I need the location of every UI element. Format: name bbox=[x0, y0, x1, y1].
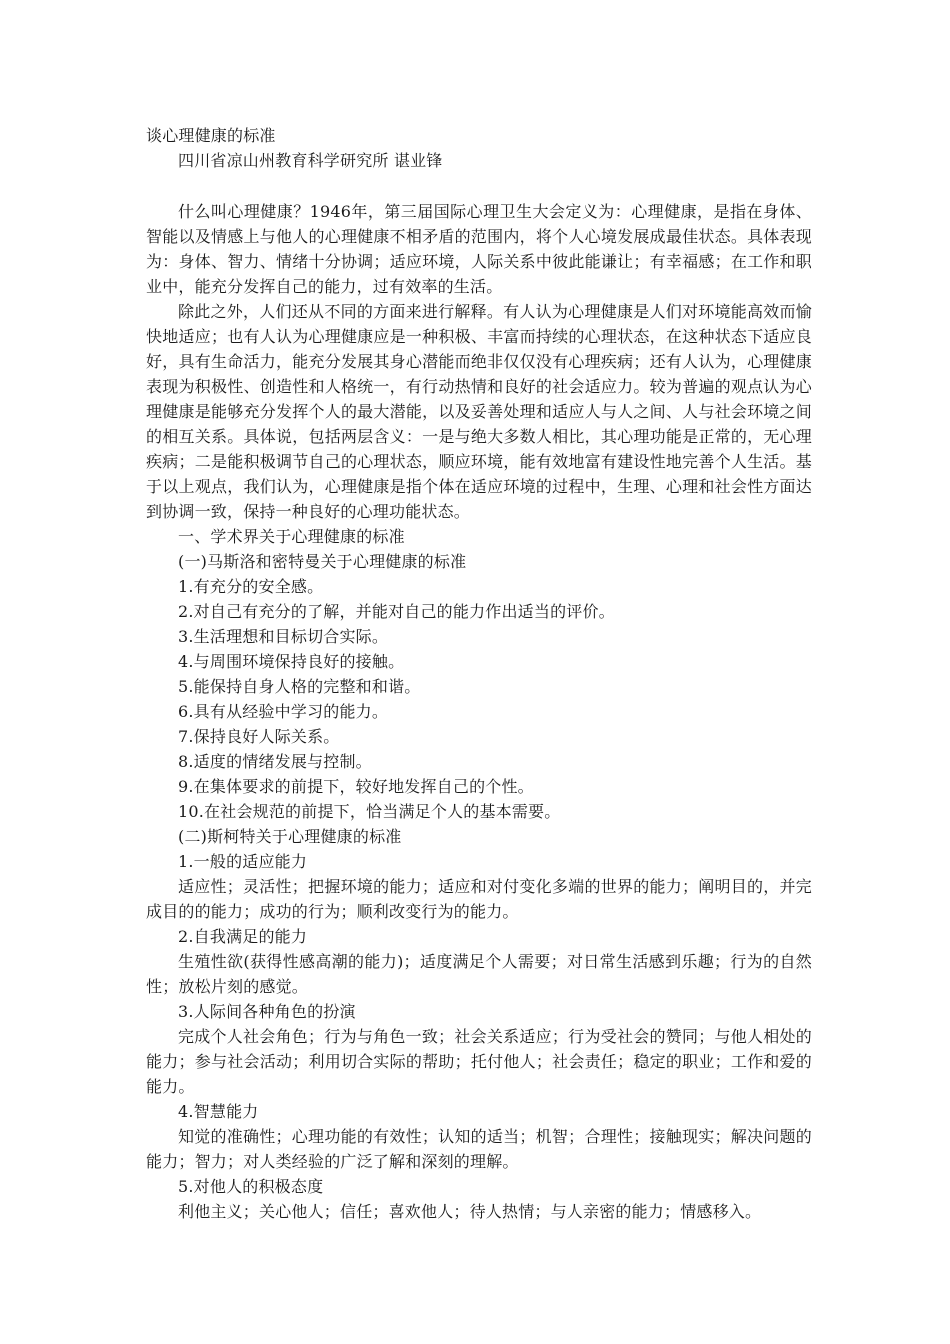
scott-item-body: 利他主义；关心他人；信任；喜欢他人；待人热情；与人亲密的能力；情感移入。 bbox=[178, 1202, 762, 1221]
list-item: 8.适度的情绪发展与控制。 bbox=[178, 752, 372, 771]
list-item: 1.有充分的安全感。 bbox=[178, 577, 324, 596]
scott-item-heading: 3.人际间各种角色的扮演 bbox=[178, 1002, 356, 1021]
scott-item-heading: 5.对他人的积极态度 bbox=[178, 1177, 324, 1196]
list-item: 3.生活理想和目标切合实际。 bbox=[178, 627, 389, 646]
scott-item-body: 生殖性欲(获得性感高潮的能力)；适度满足个人需要；对日常生活感到乐趣；行为的自然性；放松片刻的感觉。 bbox=[146, 952, 812, 996]
list-item: 9.在集体要求的前提下，较好地发挥自己的个性。 bbox=[178, 777, 534, 796]
scott-item-body: 适应性；灵活性；把握环境的能力；适应和对付变化多端的世界的能力；阐明目的，并完成目的的能力；成功的行为；顺利改变行为的能力。 bbox=[146, 877, 812, 921]
intro-paragraph: 什么叫心理健康？1946年，第三届国际心理卫生大会定义为：心理健康，是指在身体、智能以及情感上与他人的心理健康不相矛盾的范围内，将个人心境发展成最佳状态。具体表现为：身体、智力、情绪十分协调；适应环境，人际关系中彼此能谦让；有幸福感；在工作和职业中，能充分发挥自己的能力，过有效率的生活。 bbox=[146, 202, 812, 296]
scott-item-body: 完成个人社会角色；行为与角色一致；社会关系适应；行为受社会的赞同；与他人相处的能力；参与社会活动；利用切合实际的帮助；托付他人；社会责任；稳定的职业；工作和爱的能力。 bbox=[146, 1027, 812, 1096]
scott-item-body: 知觉的准确性；心理功能的有效性；认知的适当；机智；合理性；接触现实；解决问题的能力；智力；对人类经验的广泛了解和深刻的理解。 bbox=[146, 1127, 812, 1171]
scott-item-heading: 1.一般的适应能力 bbox=[178, 852, 308, 871]
scott-item-heading: 2.自我满足的能力 bbox=[178, 927, 308, 946]
list-item: 2.对自己有充分的了解，并能对自己的能力作出适当的评价。 bbox=[178, 602, 615, 621]
author-line: 四川省凉山州教育科学研究所 谌业锋 bbox=[178, 151, 443, 170]
document-body bbox=[146, 123, 812, 1224]
list-item: 5.能保持自身人格的完整和和谐。 bbox=[178, 677, 421, 696]
list-item: 10.在社会规范的前提下，恰当满足个人的基本需要。 bbox=[178, 802, 561, 821]
list-item: 6.具有从经验中学习的能力。 bbox=[178, 702, 389, 721]
list-item: 7.保持良好人际关系。 bbox=[178, 727, 340, 746]
document-title: 谈心理健康的标准 bbox=[146, 126, 276, 145]
blank-line bbox=[146, 173, 812, 199]
subsection-heading-maslow: (一)马斯洛和密特曼关于心理健康的标准 bbox=[178, 552, 467, 571]
explanation-paragraph: 除此之外，人们还从不同的方面来进行解释。有人认为心理健康是人们对环境能高效而愉快地适应；也有人认为心理健康应是一种积极、丰富而持续的心理状态，在这种状态下适应良好，具有生命活力，能充分发展其身心潜能而绝非仅仅没有心理疾病；还有人认为，心理健康表现为积极性、创造性和人格统一，有行动热情和良好的社会适应力。较为普遍的观点认为心理健康是能够充分发挥个人的最大潜能，以及妥善处理和适应人与人之间、人与社会环境之间的相互关系。具体说，包括两层含义：一是与绝大多数人相比，其心理功能是正常的，无心理疾病；二是能积极调节自己的心理状态，顺应环境，能有效地富有建设性地完善个人生活。基于以上观点，我们认为，心理健康是指个体在适应环境的过程中，生理、心理和社会性方面达到协调一致，保持一种良好的心理功能状态。 bbox=[146, 302, 812, 521]
section-heading: 一、学术界关于心理健康的标准 bbox=[178, 527, 405, 546]
scott-item-heading: 4.智慧能力 bbox=[178, 1102, 259, 1121]
subsection-heading-scott: (二)斯柯特关于心理健康的标准 bbox=[178, 827, 402, 846]
list-item: 4.与周围环境保持良好的接触。 bbox=[178, 652, 405, 671]
